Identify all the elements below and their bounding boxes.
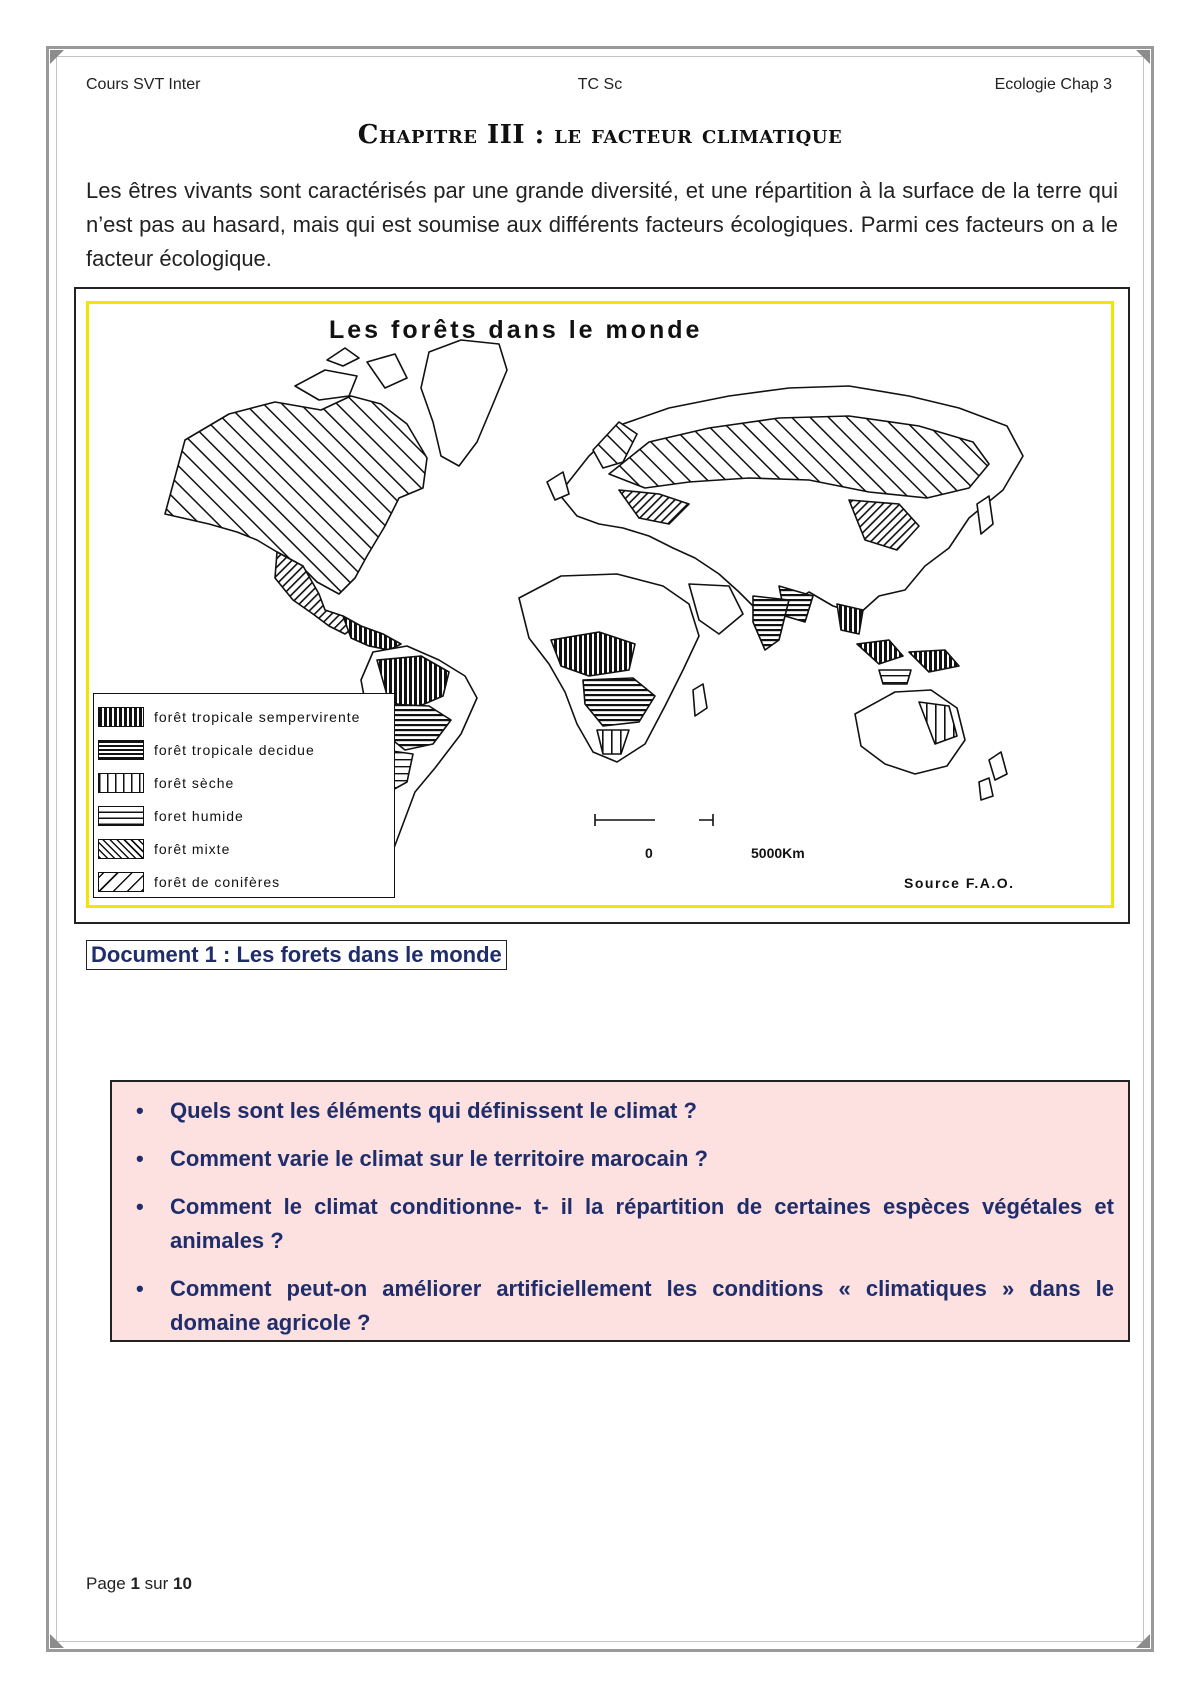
header-class: TC Sc — [577, 76, 623, 93]
world-forest-map — [86, 301, 1114, 908]
header-chapter: Ecologie Chap 3 — [994, 76, 1112, 93]
corner-ornament — [50, 50, 64, 64]
document-caption: Document 1 : Les forets dans le monde — [86, 940, 507, 970]
legend-swatch-coniferes — [98, 872, 144, 892]
header-course: Cours SVT Inter — [86, 76, 201, 93]
bullet-icon: • — [136, 1098, 144, 1123]
question-item — [130, 1142, 1114, 1176]
map-legend — [93, 693, 395, 898]
bullet-icon: • — [136, 1146, 144, 1171]
legend-label: forêt tropicale decidue — [154, 741, 315, 758]
question-text: Comment peut-on améliorer artificiellement les conditions « climatiques » dans le domaine agricole ? — [170, 1276, 1114, 1335]
questions-box — [110, 1080, 1130, 1342]
legend-swatch-sempervirente — [98, 707, 144, 727]
question-item — [130, 1272, 1114, 1340]
legend-swatch-decidue — [98, 740, 144, 760]
legend-label: forêt de conifères — [154, 873, 281, 890]
map-source: Source F.A.O. — [904, 875, 1015, 891]
chapter-title: Chapitre III : le facteur climatique — [357, 120, 843, 150]
map-title: Les forêts dans le monde — [329, 316, 703, 344]
legend-swatch-humide — [98, 806, 144, 826]
bullet-icon: • — [136, 1276, 144, 1301]
legend-item — [98, 799, 390, 832]
scale-start-label: 0 — [645, 845, 653, 861]
footer-page-number: 1 — [130, 1574, 140, 1593]
footer-of-word: sur — [144, 1574, 169, 1593]
legend-swatch-seche — [98, 773, 144, 793]
question-text: Comment le climat conditionne- t- il la répartition de certaines espèces végétales et animales ? — [170, 1194, 1114, 1253]
corner-ornament — [50, 1634, 64, 1648]
legend-swatch-mixte — [98, 839, 144, 859]
question-item — [130, 1094, 1114, 1128]
legend-item — [98, 733, 390, 766]
page-footer — [86, 1574, 192, 1594]
legend-item — [98, 766, 390, 799]
intro-paragraph: Les êtres vivants sont caractérisés par une grande diversité, et une répartition à la surface de la terre qui n’est pas au hasard, mais qui est soumise aux différents facteurs écologiques. Parmi ces facteurs on a le facteur écologique. — [86, 178, 1118, 271]
question-item — [130, 1190, 1114, 1258]
question-text: Quels sont les éléments qui définissent le climat ? — [170, 1098, 697, 1123]
bullet-icon: • — [136, 1194, 144, 1219]
corner-ornament — [1136, 1634, 1150, 1648]
corner-ornament — [1136, 50, 1150, 64]
scale-end-label: 5000Km — [751, 845, 805, 861]
footer-page-word: Page — [86, 1574, 126, 1593]
legend-label: foret humide — [154, 807, 244, 824]
legend-item — [98, 700, 390, 733]
legend-label: forêt sèche — [154, 774, 235, 791]
legend-item — [98, 865, 390, 898]
legend-label: forêt mixte — [154, 840, 231, 857]
legend-label: forêt tropicale sempervirente — [154, 708, 361, 725]
footer-total-pages: 10 — [173, 1574, 192, 1593]
legend-item — [98, 832, 390, 865]
question-text: Comment varie le climat sur le territoire marocain ? — [170, 1146, 708, 1171]
